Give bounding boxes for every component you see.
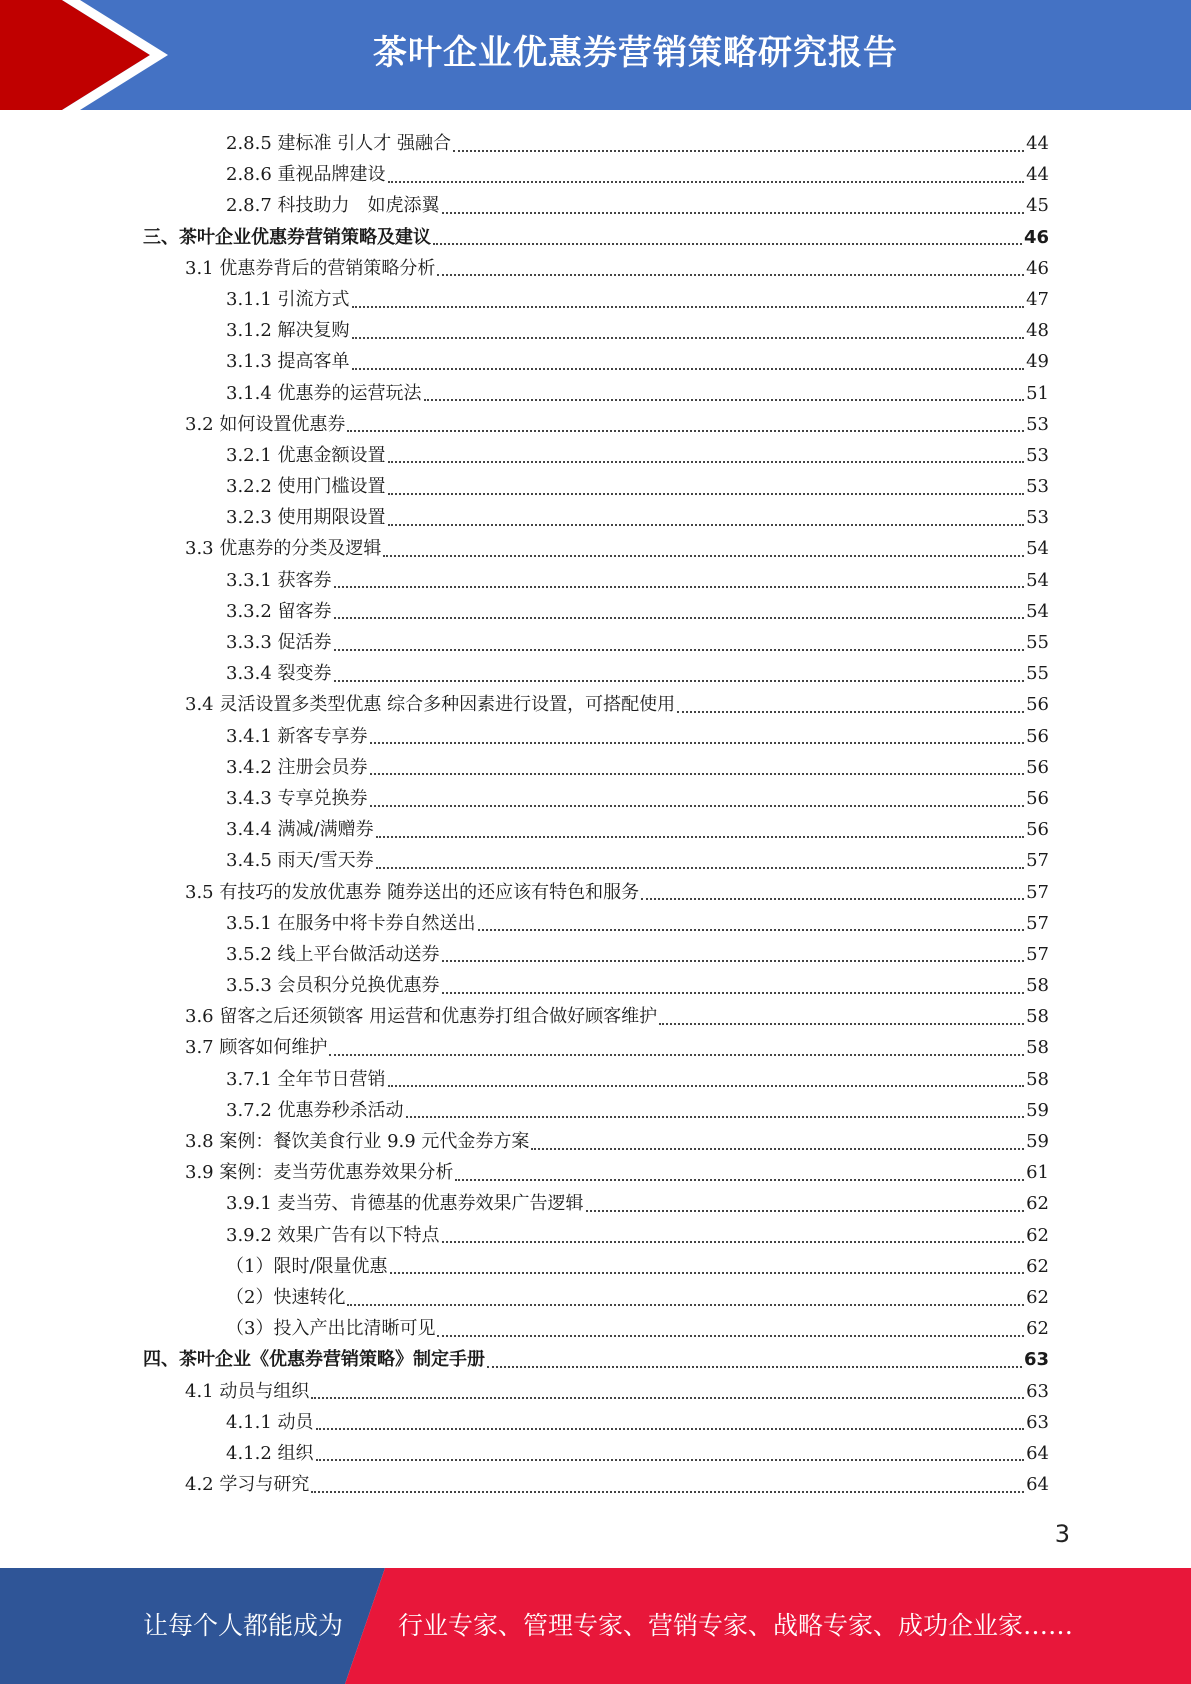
toc-entry-title: 2.8.5 建标准 引人才 强融合 bbox=[226, 133, 451, 154]
toc-entry-page: 47 bbox=[1026, 288, 1049, 310]
toc-dot-leader bbox=[442, 1241, 1025, 1243]
toc-entry-page: 54 bbox=[1026, 538, 1049, 560]
toc-entry-title: 3.3.1 获客券 bbox=[226, 569, 332, 591]
toc-entry[interactable] bbox=[0, 346, 1049, 377]
toc-entry-title: 4.1 动员与组织 bbox=[185, 1380, 310, 1402]
table-of-contents bbox=[0, 128, 1191, 1500]
toc-entry-page: 56 bbox=[1026, 787, 1049, 809]
toc-dot-leader bbox=[406, 1116, 1025, 1118]
toc-entry[interactable] bbox=[0, 190, 1049, 221]
toc-entry-title: 3.4.5 雨天/雪天券 bbox=[226, 850, 374, 872]
toc-entry[interactable] bbox=[0, 222, 1049, 253]
toc-entry[interactable] bbox=[0, 440, 1049, 471]
toc-entry[interactable] bbox=[0, 658, 1049, 689]
toc-entry-title: 四、茶叶企业《优惠券营销策略》制定手册 bbox=[143, 1349, 485, 1371]
toc-entry-page: 57 bbox=[1026, 850, 1049, 872]
toc-dot-leader bbox=[352, 368, 1025, 370]
toc-entry[interactable] bbox=[0, 378, 1049, 409]
toc-entry-page: 54 bbox=[1026, 600, 1049, 622]
toc-dot-leader bbox=[347, 430, 1024, 432]
toc-entry[interactable] bbox=[0, 689, 1049, 720]
toc-entry[interactable] bbox=[0, 627, 1049, 658]
toc-entry[interactable] bbox=[0, 159, 1049, 190]
toc-dot-leader bbox=[487, 1366, 1022, 1368]
toc-entry[interactable] bbox=[0, 284, 1049, 315]
toc-entry[interactable] bbox=[0, 1095, 1049, 1126]
toc-entry-page: 62 bbox=[1026, 1255, 1049, 1277]
toc-dot-leader bbox=[437, 274, 1024, 276]
toc-entry-page: 51 bbox=[1026, 382, 1049, 404]
toc-dot-leader bbox=[376, 836, 1025, 838]
toc-entry-page: 57 bbox=[1026, 912, 1049, 934]
toc-dot-leader bbox=[311, 1397, 1024, 1399]
toc-dot-leader bbox=[376, 867, 1025, 869]
toc-entry[interactable] bbox=[0, 502, 1049, 533]
toc-dot-leader bbox=[388, 461, 1025, 463]
toc-entry-page: 46 bbox=[1023, 226, 1049, 248]
toc-entry-page: 53 bbox=[1026, 444, 1049, 466]
toc-entry-title: 4.1.1 动员 bbox=[226, 1411, 314, 1433]
toc-dot-leader bbox=[586, 1210, 1025, 1212]
toc-dot-leader bbox=[334, 680, 1025, 682]
toc-entry[interactable] bbox=[0, 970, 1049, 1001]
toc-entry[interactable] bbox=[0, 721, 1049, 752]
toc-entry-page: 59 bbox=[1026, 1099, 1049, 1121]
toc-dot-leader bbox=[383, 555, 1024, 557]
toc-entry-title: 3.1.1 引流方式 bbox=[226, 288, 350, 310]
toc-entry-page: 57 bbox=[1026, 881, 1049, 903]
toc-entry-title: 3.5 有技巧的发放优惠券 随券送出的还应该有特色和服务 bbox=[185, 881, 640, 903]
toc-dot-leader bbox=[334, 649, 1025, 651]
toc-entry[interactable] bbox=[0, 1282, 1049, 1313]
toc-entry-page: 44 bbox=[1026, 133, 1049, 154]
toc-entry-title: 4.2 学习与研究 bbox=[185, 1474, 310, 1496]
toc-entry-page: 58 bbox=[1026, 1006, 1049, 1028]
toc-dot-leader bbox=[659, 1023, 1024, 1025]
toc-entry-page: 63 bbox=[1026, 1411, 1049, 1433]
toc-entry-title: （3）投入产出比清晰可见 bbox=[226, 1318, 436, 1340]
toc-entry-title: 三、茶叶企业优惠券营销策略及建议 bbox=[143, 226, 431, 248]
toc-entry[interactable] bbox=[0, 1126, 1049, 1157]
toc-entry[interactable] bbox=[0, 1251, 1049, 1282]
toc-entry-page: 64 bbox=[1026, 1474, 1049, 1496]
toc-dot-leader bbox=[334, 617, 1025, 619]
page-footer bbox=[0, 1568, 1191, 1684]
toc-entry-title: 3.7.1 全年节日营销 bbox=[226, 1068, 386, 1090]
toc-dot-leader bbox=[334, 586, 1025, 588]
page-number: 3 bbox=[1054, 1520, 1070, 1548]
toc-entry-page: 53 bbox=[1026, 413, 1049, 435]
toc-dot-leader bbox=[455, 1179, 1024, 1181]
toc-entry-title: 3.4.2 注册会员券 bbox=[226, 756, 368, 778]
toc-entry-title: 3.5.3 会员积分兑换优惠券 bbox=[226, 975, 440, 997]
toc-entry-title: 3.2.3 使用期限设置 bbox=[226, 507, 386, 529]
toc-entry-title: 3.4.4 满减/满赠券 bbox=[226, 819, 374, 841]
toc-entry[interactable] bbox=[0, 1157, 1049, 1188]
toc-entry[interactable] bbox=[0, 1376, 1049, 1407]
toc-entry-page: 56 bbox=[1026, 725, 1049, 747]
toc-entry[interactable] bbox=[0, 128, 1049, 159]
toc-entry-title: 3.3.2 留客券 bbox=[226, 600, 332, 622]
toc-entry-title: 3.8 案例：餐饮美食行业 9.9 元代金券方案 bbox=[185, 1131, 530, 1152]
toc-dot-leader bbox=[316, 1459, 1025, 1461]
toc-entry-page: 62 bbox=[1026, 1193, 1049, 1215]
footer-slogan-right: 行业专家、管理专家、营销专家、战略专家、成功企业家…… bbox=[398, 1611, 1074, 1640]
toc-dot-leader bbox=[352, 337, 1025, 339]
toc-entry-title: 3.5.1 在服务中将卡券自然送出 bbox=[226, 912, 476, 934]
toc-entry[interactable] bbox=[0, 1344, 1049, 1375]
toc-dot-leader bbox=[442, 992, 1025, 994]
toc-entry-page: 46 bbox=[1026, 257, 1049, 279]
toc-entry-page: 57 bbox=[1026, 943, 1049, 965]
toc-entry[interactable] bbox=[0, 845, 1049, 876]
toc-entry[interactable] bbox=[0, 939, 1049, 970]
toc-entry[interactable] bbox=[0, 783, 1049, 814]
toc-entry-title: （1）限时/限量优惠 bbox=[226, 1255, 388, 1277]
toc-entry-page: 48 bbox=[1026, 320, 1049, 342]
toc-dot-leader bbox=[478, 929, 1025, 931]
toc-entry-page: 53 bbox=[1026, 507, 1049, 529]
toc-entry-page: 44 bbox=[1026, 164, 1049, 186]
toc-entry-page: 55 bbox=[1026, 632, 1049, 653]
toc-entry-page: 63 bbox=[1026, 1380, 1049, 1402]
toc-entry-page: 54 bbox=[1026, 569, 1049, 591]
toc-entry[interactable] bbox=[0, 877, 1049, 908]
toc-entry-page: 58 bbox=[1026, 1068, 1049, 1090]
toc-entry[interactable] bbox=[0, 596, 1049, 627]
toc-entry[interactable] bbox=[0, 1469, 1049, 1500]
toc-entry-title: 3.4 灵活设置多类型优惠 综合多种因素进行设置，可搭配使用 bbox=[185, 694, 676, 716]
toc-entry-page: 53 bbox=[1026, 476, 1049, 498]
toc-dot-leader bbox=[453, 150, 1024, 152]
toc-dot-leader bbox=[370, 805, 1025, 807]
toc-entry[interactable] bbox=[0, 315, 1049, 346]
red-chevron-shape bbox=[0, 0, 150, 110]
toc-dot-leader bbox=[442, 960, 1025, 962]
toc-entry-title: 2.8.6 重视品牌建设 bbox=[226, 164, 386, 186]
toc-entry[interactable] bbox=[0, 253, 1049, 284]
toc-entry[interactable] bbox=[0, 1407, 1049, 1438]
page-header bbox=[0, 0, 1191, 110]
toc-entry-title: 3.1.2 解决复购 bbox=[226, 320, 350, 342]
toc-entry-page: 56 bbox=[1026, 756, 1049, 778]
toc-entry-page: 63 bbox=[1023, 1349, 1049, 1371]
toc-entry-title: 3.2 如何设置优惠券 bbox=[185, 413, 346, 435]
toc-dot-leader bbox=[641, 898, 1024, 900]
toc-entry-page: 56 bbox=[1026, 694, 1049, 716]
toc-entry[interactable] bbox=[0, 1064, 1049, 1095]
toc-entry[interactable] bbox=[0, 471, 1049, 502]
toc-entry-page: 49 bbox=[1026, 351, 1049, 373]
toc-dot-leader bbox=[437, 1335, 1024, 1337]
toc-dot-leader bbox=[388, 493, 1025, 495]
toc-dot-leader bbox=[677, 711, 1024, 713]
toc-dot-leader bbox=[347, 1304, 1024, 1306]
toc-dot-leader bbox=[424, 399, 1025, 401]
toc-entry-page: 58 bbox=[1026, 1037, 1049, 1059]
toc-entry[interactable] bbox=[0, 409, 1049, 440]
toc-entry-page: 61 bbox=[1026, 1162, 1049, 1184]
toc-entry[interactable] bbox=[0, 752, 1049, 783]
toc-entry-page: 58 bbox=[1026, 975, 1049, 997]
toc-dot-leader bbox=[388, 1085, 1025, 1087]
toc-entry-title: 2.8.7 科技助力 如虎添翼 bbox=[226, 195, 440, 217]
toc-entry[interactable] bbox=[0, 1313, 1049, 1344]
toc-entry-title: 3.6 留客之后还须锁客 用运营和优惠券打组合做好顾客维护 bbox=[185, 1006, 658, 1028]
toc-entry-title: 3.5.2 线上平台做活动送券 bbox=[226, 943, 440, 965]
header-title: 茶叶企业优惠券营销策略研究报告 bbox=[373, 33, 898, 73]
toc-dot-leader bbox=[370, 773, 1025, 775]
toc-dot-leader bbox=[352, 306, 1025, 308]
toc-entry-title: （2）快速转化 bbox=[226, 1286, 346, 1308]
toc-entry-page: 64 bbox=[1026, 1442, 1049, 1464]
toc-entry[interactable] bbox=[0, 1001, 1049, 1032]
toc-entry-page: 45 bbox=[1026, 195, 1049, 217]
toc-dot-leader bbox=[390, 1272, 1025, 1274]
toc-entry-title: 3.2.1 优惠金额设置 bbox=[226, 444, 386, 466]
toc-entry-title: 3.7.2 优惠券秒杀活动 bbox=[226, 1099, 404, 1121]
toc-entry[interactable] bbox=[0, 908, 1049, 939]
toc-dot-leader bbox=[370, 742, 1025, 744]
toc-entry[interactable] bbox=[0, 1032, 1049, 1063]
toc-entry-title: 3.3.3 促活券 bbox=[226, 632, 332, 653]
toc-dot-leader bbox=[329, 1054, 1024, 1056]
toc-dot-leader bbox=[316, 1428, 1025, 1430]
toc-entry-page: 56 bbox=[1026, 819, 1049, 841]
toc-dot-leader bbox=[442, 212, 1025, 214]
toc-entry-page: 55 bbox=[1026, 663, 1049, 685]
toc-entry-title: 3.4.3 专享兑换券 bbox=[226, 787, 368, 809]
toc-entry[interactable] bbox=[0, 565, 1049, 596]
toc-dot-leader bbox=[433, 243, 1022, 245]
toc-entry-title: 3.1 优惠券背后的营销策略分析 bbox=[185, 257, 436, 279]
footer-slogan-left: 让每个人都能成为 bbox=[143, 1611, 344, 1640]
toc-dot-leader bbox=[388, 524, 1025, 526]
toc-entry-title: 3.9 案例：麦当劳优惠券效果分析 bbox=[185, 1162, 454, 1184]
toc-entry-page: 59 bbox=[1026, 1131, 1049, 1152]
toc-dot-leader bbox=[531, 1148, 1024, 1150]
toc-entry-title: 3.2.2 使用门槛设置 bbox=[226, 476, 386, 498]
toc-entry-title: 3.4.1 新客专享券 bbox=[226, 725, 368, 747]
toc-dot-leader bbox=[311, 1491, 1024, 1493]
toc-entry-title: 3.1.4 优惠券的运营玩法 bbox=[226, 382, 422, 404]
toc-entry[interactable] bbox=[0, 1438, 1049, 1469]
toc-entry-title: 4.1.2 组织 bbox=[226, 1442, 314, 1464]
toc-entry-page: 62 bbox=[1026, 1286, 1049, 1308]
toc-entry-title: 3.1.3 提高客单 bbox=[226, 351, 350, 373]
toc-entry[interactable] bbox=[0, 533, 1049, 564]
toc-entry[interactable] bbox=[0, 1188, 1049, 1219]
toc-entry-title: 3.9.2 效果广告有以下特点 bbox=[226, 1224, 440, 1246]
toc-entry-title: 3.9.1 麦当劳、肯德基的优惠券效果广告逻辑 bbox=[226, 1193, 584, 1215]
toc-entry-title: 3.3 优惠券的分类及逻辑 bbox=[185, 538, 382, 560]
toc-entry[interactable] bbox=[0, 814, 1049, 845]
toc-dot-leader bbox=[388, 181, 1025, 183]
toc-entry-title: 3.7 顾客如何维护 bbox=[185, 1037, 328, 1059]
toc-entry-page: 62 bbox=[1026, 1318, 1049, 1340]
toc-entry-title: 3.3.4 裂变券 bbox=[226, 663, 332, 685]
toc-entry[interactable] bbox=[0, 1220, 1049, 1251]
toc-entry-page: 62 bbox=[1026, 1224, 1049, 1246]
